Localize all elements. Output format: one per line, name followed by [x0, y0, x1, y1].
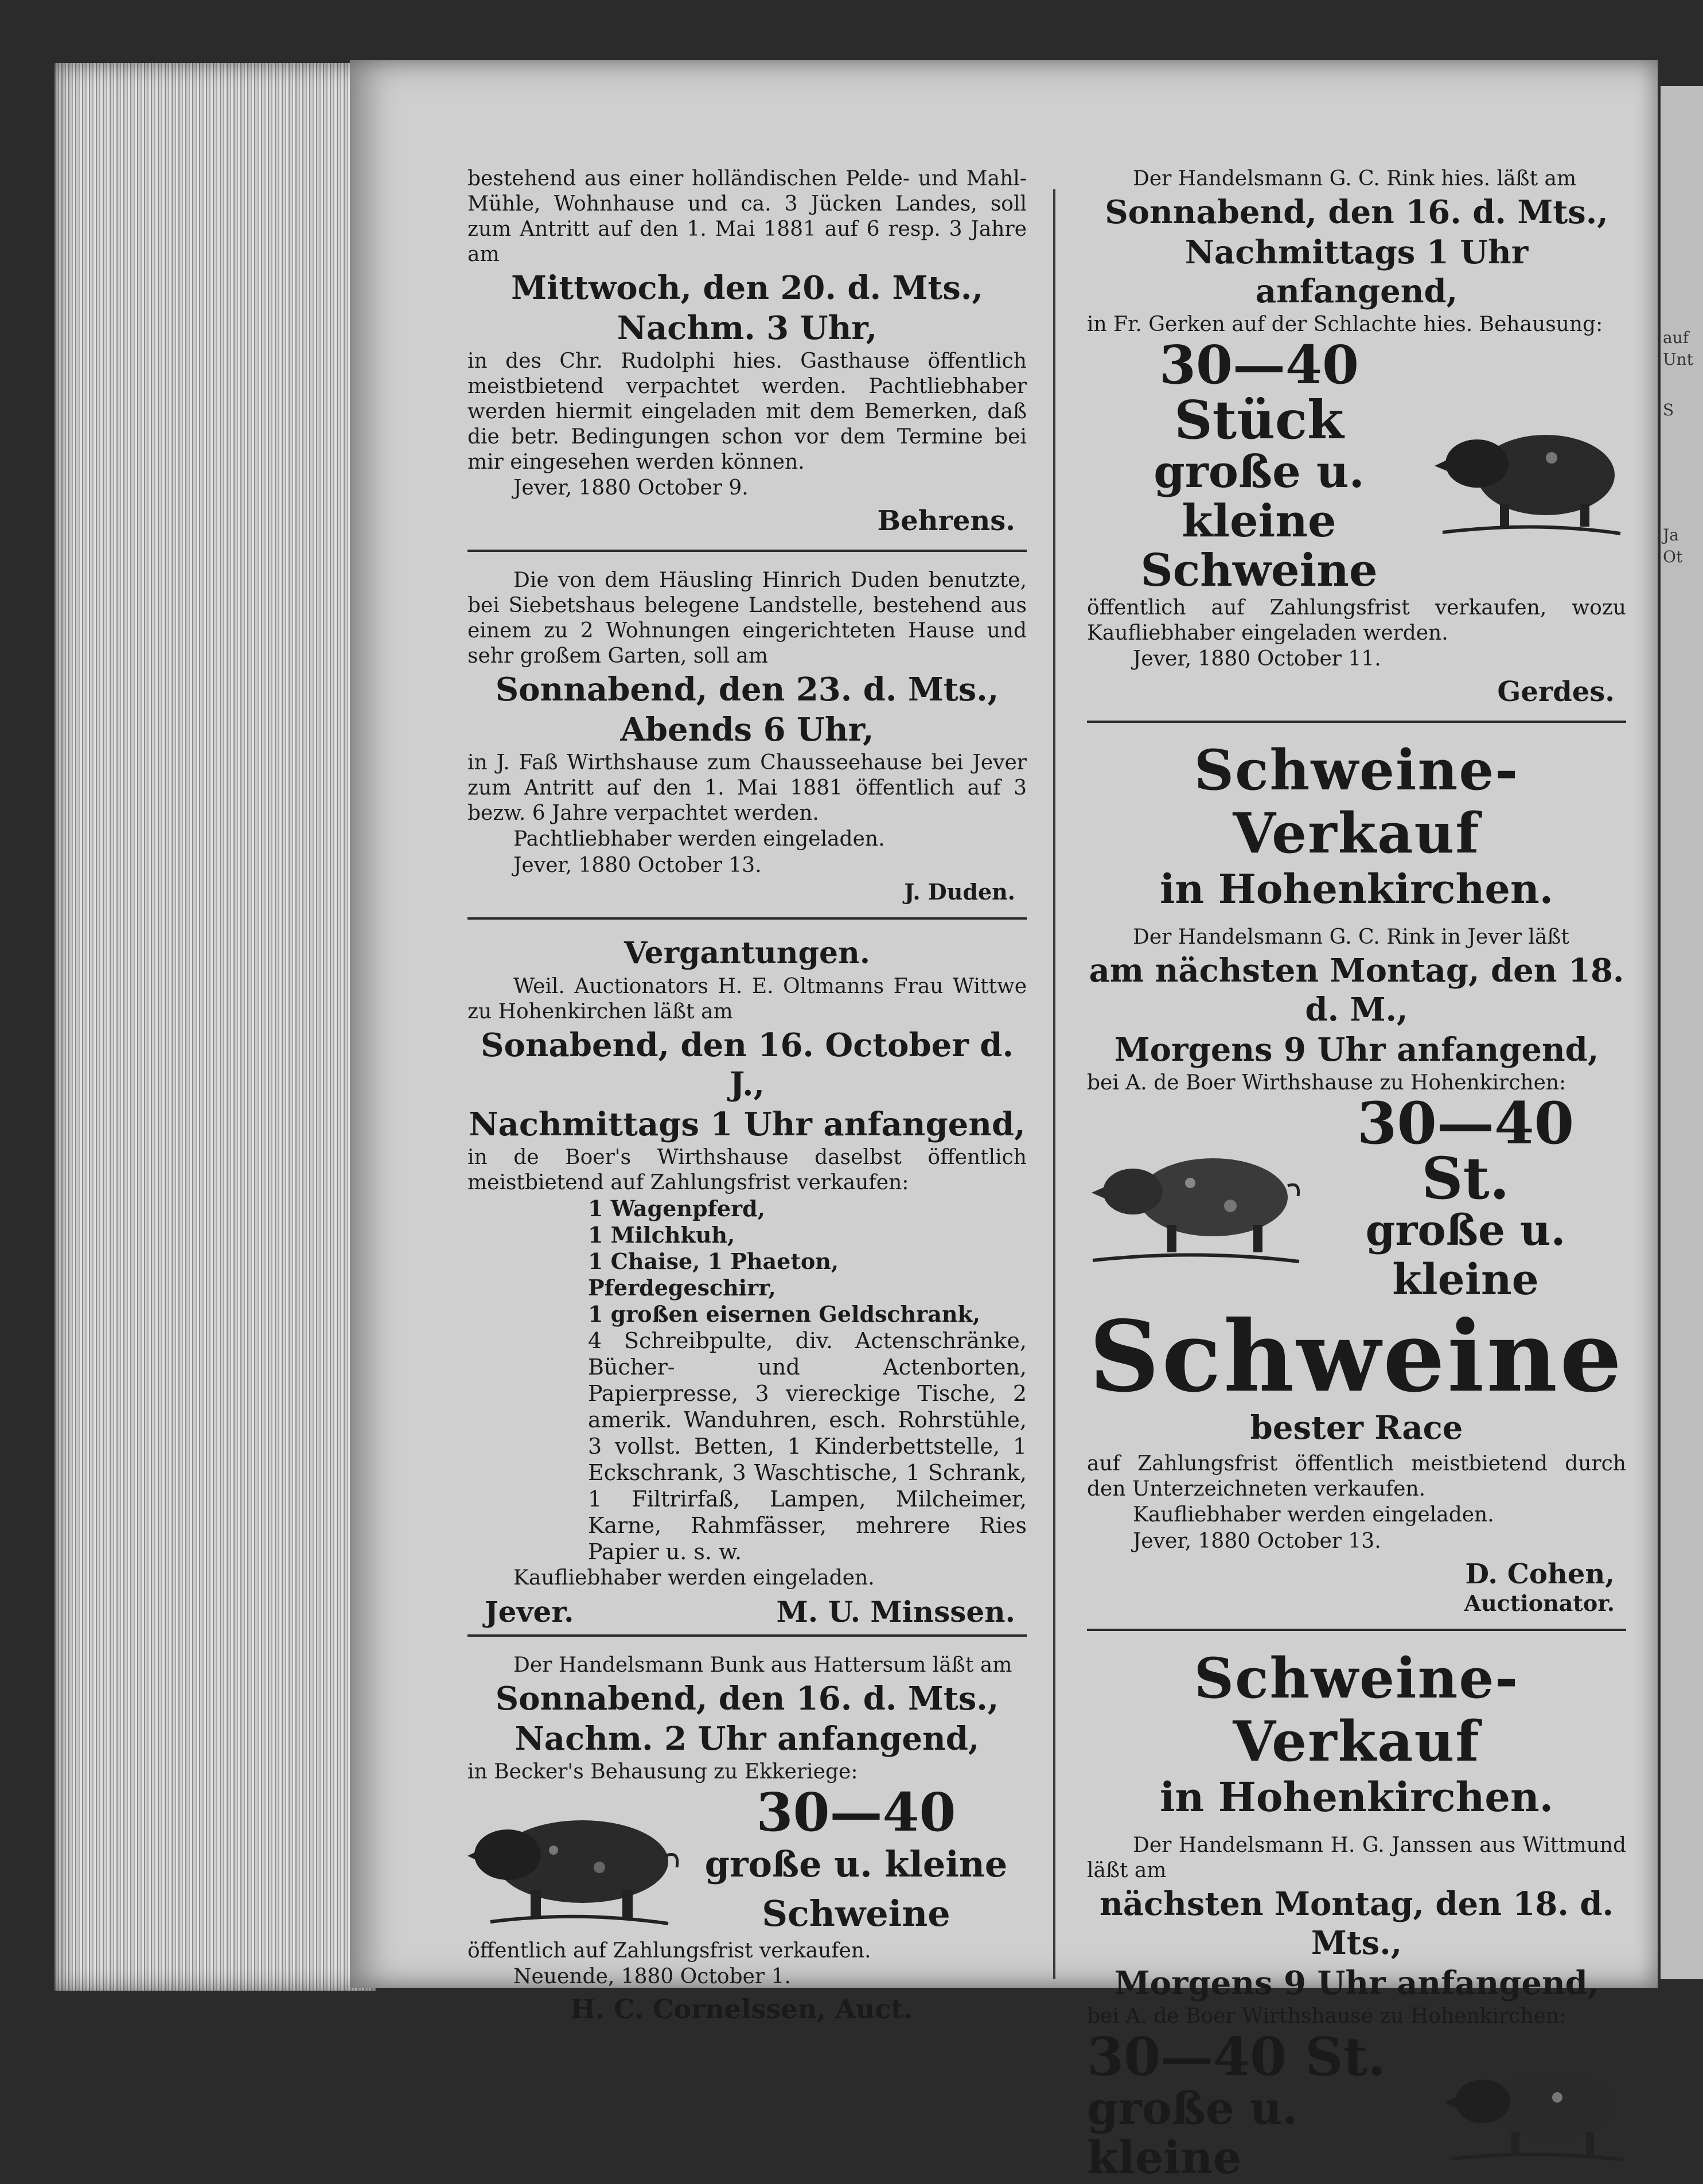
left-column — [467, 166, 1027, 2030]
ad-count: 30—40 Stück — [1159, 334, 1359, 451]
auction-item-list — [467, 1196, 1027, 1565]
ad-body: bei A. de Boer Wirthshause zu Hohenkirchen: — [1087, 2004, 1566, 2028]
ad-text: Die von dem Häusling Hinrich Duden benutzte, bei Siebetshaus belegene Landstelle, bestehend aus einem zu 2 Wohnungen eingerichteten Hause und sehr großem Garten, soll am — [467, 569, 1027, 668]
ad-sizes: große u. kleine — [1087, 2082, 1298, 2184]
ad-vergantungen — [467, 936, 1027, 1629]
ad-signature: Gerdes. — [1497, 676, 1615, 708]
ad-separator — [467, 550, 1027, 552]
ad-text: Der Handelsmann G. C. Rink hies. läßt am — [1133, 167, 1577, 190]
ad-pig-sale-rink — [1087, 166, 1626, 708]
ad-date: Sonabend, den 16. October d. J., — [481, 1026, 1014, 1103]
book-page-edges — [54, 63, 376, 1991]
list-item: 1 Milchkuh, — [588, 1222, 735, 1248]
ad-time: Morgens 9 Uhr anfangend, — [1114, 1031, 1599, 1069]
ad-signature: H. C. Cornelssen, Auct. — [570, 1994, 913, 2025]
ad-footer — [485, 1595, 1015, 1629]
ad-title: Schweine-Verkauf — [1194, 738, 1519, 866]
ad-invite: Pachtliebhaber werden eingeladen. — [513, 827, 885, 851]
ad-place-date: Jever, 1880 October 13. — [1133, 1529, 1381, 1553]
ad-signature: Behrens. — [877, 505, 1015, 537]
ad-schweine-verkauf-janssen — [1087, 1647, 1626, 2183]
ad-text: bestehend aus einer holländischen Pelde- und Mahl-Mühle, Wohnhause und ca. 3 Jücken Landes, soll zum Antritt auf den 1. Mai 1881 auf 6 resp. 3 Jahre am — [467, 167, 1027, 266]
ad-sizes: große u. kleine — [1365, 1206, 1566, 1305]
ad-sale: öffentlich auf Zahlungsfrist verkaufen. — [467, 1939, 871, 1963]
list-item: 1 Chaise, 1 Phaeton, Pferdegeschirr, — [588, 1248, 839, 1301]
pig-illustration — [1087, 1128, 1305, 1272]
ad-race: bester Race — [1250, 1409, 1463, 1447]
ad-pig-block — [1087, 2026, 1626, 2184]
ad-sale: öffentlich auf Zahlungsfrist verkaufen, wozu Kaufliebhaber eingeladen werden. — [1087, 596, 1626, 645]
ad-pig-block — [1087, 1089, 1626, 1305]
next-page-fragment: S — [1663, 400, 1674, 419]
ad-pig-block — [1087, 334, 1626, 597]
next-page-edge — [1661, 86, 1703, 1979]
ad-pig-text — [685, 1781, 1027, 1938]
ad-separator — [467, 917, 1027, 920]
ad-sale: auf Zahlungsfrist öffentlich meistbietend durch den Unterzeichneten verkaufen. — [1087, 1452, 1626, 1501]
ad-heading: Vergantungen. — [624, 936, 870, 971]
ad-animal: Schweine — [1140, 544, 1378, 597]
ad-invite: Kaufliebhaber werden eingeladen. — [1133, 1503, 1494, 1527]
ad-sizes: große u. kleine — [1153, 446, 1365, 547]
ad-landstelle-lease — [467, 568, 1027, 905]
ad-time: Nachmittags 1 Uhr anfangend, — [1184, 233, 1529, 310]
pig-illustration — [1431, 395, 1626, 538]
right-column — [1087, 166, 1626, 2183]
ad-date: Sonnabend, den 16. d. Mts., — [1105, 193, 1608, 231]
ad-place-date: Jever, 1880 October 11. — [1133, 647, 1381, 671]
ad-pig-block — [467, 1781, 1027, 1938]
list-item: 1 großen eisernen Geldschrank, — [588, 1301, 980, 1327]
ad-date: Sonnabend, den 23. d. Mts., — [495, 671, 999, 708]
ad-mill-lease — [467, 166, 1027, 537]
list-item: 1 Wagenpferd, — [588, 1196, 765, 1221]
ad-separator — [467, 1634, 1027, 1637]
ad-pig-sale-bunk — [467, 1653, 1027, 2025]
next-page-fragment: auf — [1663, 328, 1689, 347]
ad-body: bei A. de Boer Wirthshause zu Hohenkirchen: — [1087, 1071, 1566, 1095]
ad-time: Morgens 9 Uhr anfangend, — [1114, 1964, 1599, 2002]
next-page-fragment: Ot — [1663, 547, 1683, 566]
ad-date: am nächsten Montag, den 18. d. M., — [1089, 952, 1624, 1029]
pig-illustration — [1443, 2049, 1626, 2163]
ad-separator — [1087, 1629, 1626, 1631]
ad-body: in Fr. Gerken auf der Schlachte hies. Behausung: — [1087, 313, 1603, 336]
ad-time: Nachm. 3 Uhr, — [617, 309, 878, 347]
ad-text: Weil. Auctionators H. E. Oltmanns Frau Wittwe zu Hohenkirchen läßt am — [467, 975, 1027, 1023]
ad-pig-text — [1305, 1089, 1626, 1305]
ad-time: Nachm. 2 Uhr anfangend, — [515, 1720, 980, 1758]
ad-signature: D. Cohen, — [1465, 1558, 1615, 1590]
ad-invite: Kaufliebhaber werden eingeladen. — [513, 1566, 875, 1590]
pig-illustration — [467, 1793, 685, 1930]
ad-time: Abends 6 Uhr, — [620, 711, 874, 749]
ad-count: 30—40 St. — [1357, 1089, 1575, 1212]
ad-date: Sonnabend, den 16. d. Mts., — [495, 1680, 999, 1718]
ad-subtitle: in Hohenkirchen. — [1159, 1773, 1554, 1821]
ad-text: Der Handelsmann Bunk aus Hattersum läßt am — [513, 1653, 1012, 1677]
ad-body: in Becker's Behausung zu Ekkeriege: — [467, 1760, 858, 1784]
ad-title: Schweine-Verkauf — [1194, 1646, 1519, 1774]
ad-count: 30—40 St. — [1087, 2026, 1386, 2088]
ad-date: nächsten Montag, den 18. d. Mts., — [1100, 1885, 1614, 1962]
ad-separator — [1087, 721, 1626, 723]
ad-place: Jever. — [485, 1595, 574, 1629]
ad-signature: M. U. Minssen. — [776, 1595, 1015, 1629]
ad-pig-text — [1087, 2026, 1443, 2184]
next-page-fragment: Unt — [1663, 350, 1693, 369]
ad-text: Der Handelsmann H. G. Janssen aus Wittmund läßt am — [1087, 1833, 1626, 1882]
ad-text: Der Handelsmann G. C. Rink in Jever läßt — [1133, 925, 1569, 949]
ad-animal: Schweine — [1089, 1299, 1624, 1414]
ad-subtitle: in Hohenkirchen. — [1159, 865, 1554, 913]
ad-schweine-verkauf-cohen — [1087, 739, 1626, 1616]
ad-signature: J. Duden. — [904, 879, 1015, 905]
ad-signature-role: Auctionator. — [1464, 1590, 1615, 1616]
ad-place-date: Jever, 1880 October 9. — [513, 476, 749, 500]
ad-body: in J. Faß Wirthshause zum Chausseehause bei Jever zum Antritt auf den 1. Mai 1881 öffentlich auf 3 bezw. 6 Jahre verpachtet werden. — [467, 751, 1027, 825]
list-item-more: 4 Schreibpulte, div. Actenschränke, Bücher- und Actenborten, Papierpresse, 3 viereckige Tische, 2 amerik. Wanduhren, esch. Rohrstühle, 3 vollst. Betten, 1 Kinderbettstelle, 1 Eckschrank, 3 Waschtische, 1 Schrank, 1 Filtrirfaß, Lampen, Milcheimer, Karne, Rahmfässer, mehrere Ries Papier u. s. w. — [588, 1328, 1027, 1564]
ad-time: Nachmittags 1 Uhr anfangend, — [469, 1105, 1026, 1143]
ad-date: Mittwoch, den 20. d. Mts., — [511, 269, 983, 307]
ad-place-date: Jever, 1880 October 13. — [513, 854, 762, 877]
ad-count: 30—40 — [756, 1781, 956, 1843]
ad-animal: Schweine — [762, 1893, 950, 1934]
ad-body: in des Chr. Rudolphi hies. Gasthause öffentlich meistbietend verpachtet werden. Pachtliebhaber werden hiermit eingeladen mit dem Bemerken, daß die betr. Bedingungen schon vor dem Termine bei mir eingesehen werden können. — [467, 349, 1027, 474]
column-divider — [1053, 189, 1055, 1979]
ad-body: in de Boer's Wirthshause daselbst öffentlich meistbietend auf Zahlungsfrist verkaufen: — [467, 1146, 1027, 1194]
ad-pig-text — [1087, 334, 1431, 597]
ad-place-date: Neuende, 1880 October 1. — [513, 1965, 791, 1988]
next-page-fragment: Ja — [1663, 525, 1679, 544]
ad-sizes: große u. kleine — [704, 1843, 1008, 1885]
